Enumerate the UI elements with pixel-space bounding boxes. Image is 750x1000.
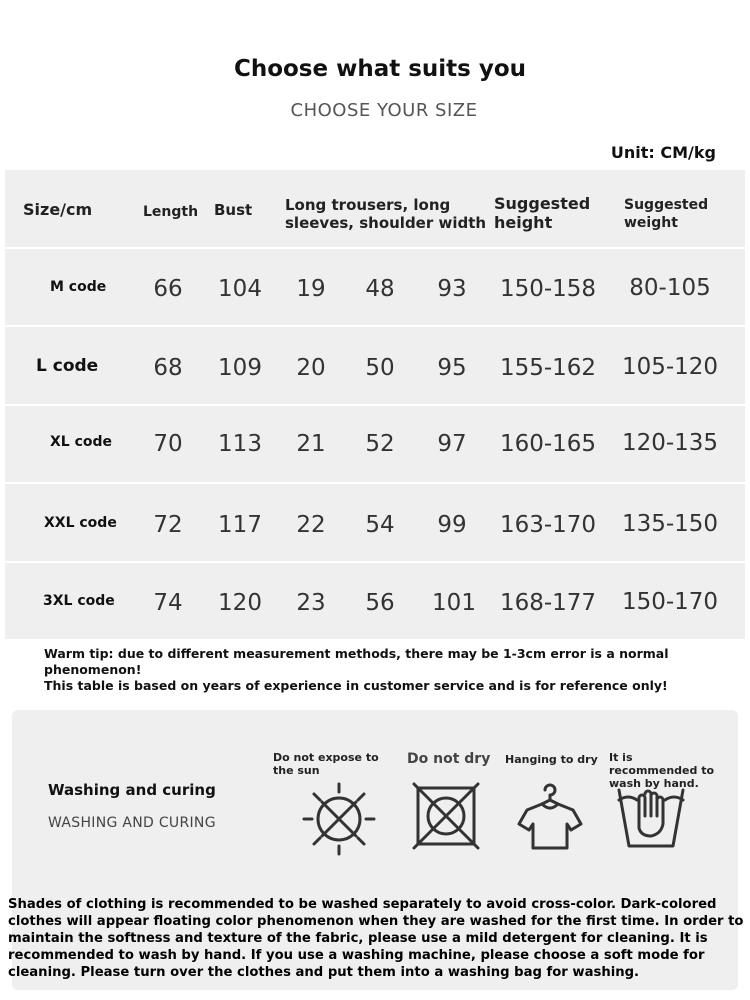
row-size-label: 3XL code bbox=[43, 593, 115, 609]
hang-dry-label: Hanging to dry bbox=[505, 753, 598, 766]
hand-wash-label: It is recommended to wash by hand. bbox=[609, 751, 715, 790]
header-bust: Bust bbox=[214, 201, 253, 219]
cell-height: 155-162 bbox=[499, 355, 597, 381]
table-row bbox=[5, 484, 745, 561]
cell-bust: 117 bbox=[218, 512, 262, 538]
hang-dry-icon bbox=[515, 780, 585, 852]
cell-bust: 104 bbox=[218, 276, 262, 302]
cell-weight: 135-150 bbox=[621, 511, 719, 537]
cell-trousers: 20 bbox=[296, 355, 326, 381]
header-long-line2: sleeves, shoulder width bbox=[285, 214, 487, 232]
cell-height: 168-177 bbox=[499, 590, 597, 616]
cell-weight: 120-135 bbox=[621, 430, 719, 456]
cell-length: 72 bbox=[153, 512, 183, 538]
cell-shoulder: 95 bbox=[437, 355, 467, 381]
header-long-line1: Long trousers, long bbox=[285, 196, 451, 214]
cell-sleeves: 52 bbox=[365, 431, 395, 457]
header-size: Size/cm bbox=[23, 200, 93, 219]
table-row bbox=[5, 563, 745, 639]
warm-tip bbox=[44, 646, 734, 694]
washing-subtitle: WASHING AND CURING bbox=[48, 815, 216, 831]
cell-sleeves: 54 bbox=[365, 512, 395, 538]
cell-shoulder: 93 bbox=[437, 276, 467, 302]
header-height-line2: height bbox=[494, 213, 553, 232]
cell-height: 163-170 bbox=[499, 512, 597, 538]
cell-sleeves: 56 bbox=[365, 590, 395, 616]
hand-wash-icon bbox=[615, 780, 687, 852]
cell-bust: 109 bbox=[218, 355, 262, 381]
cell-weight: 150-170 bbox=[621, 589, 719, 615]
no-sun-icon bbox=[300, 780, 378, 858]
header-weight-line2: weight bbox=[624, 215, 678, 231]
no-tumble-dry-icon bbox=[412, 782, 480, 850]
washing-note: Shades of clothing is recommended to be washed separately to avoid cross-color. Dark-colored clothes will appear floating color phenomenon when they are washed for the first time. In order to maintain the softness and texture of the fabric, please use a mild detergent for cleaning. It is recommended to wash by hand. If you use a washing machine, please choose a soft mode for cleaning. Please turn over the clothes and put them into a washing bag for washing. bbox=[8, 897, 744, 980]
cell-shoulder: 99 bbox=[437, 512, 467, 538]
no-sun-label: Do not expose to the sun bbox=[273, 751, 379, 777]
cell-bust: 120 bbox=[218, 590, 262, 616]
cell-length: 74 bbox=[153, 590, 183, 616]
cell-height: 150-158 bbox=[499, 276, 597, 302]
unit-label: Unit: CM/kg bbox=[610, 143, 716, 162]
no-dry-label: Do not dry bbox=[407, 751, 491, 767]
washing-title: Washing and curing bbox=[48, 781, 216, 799]
cell-weight: 80-105 bbox=[629, 275, 711, 301]
page-title: Choose what suits you bbox=[233, 56, 527, 82]
header-height-line1: Suggested bbox=[494, 194, 591, 213]
cell-length: 68 bbox=[153, 355, 183, 381]
cell-sleeves: 48 bbox=[365, 276, 395, 302]
warm-tip-line1: Warm tip: due to different measurement methods, there may be 1-3cm error is a normal phenomenon! bbox=[44, 646, 669, 677]
cell-trousers: 23 bbox=[296, 590, 326, 616]
cell-height: 160-165 bbox=[499, 431, 597, 457]
cell-trousers: 22 bbox=[296, 512, 326, 538]
warm-tip-line2: This table is based on years of experience in customer service and is for reference only! bbox=[44, 678, 668, 693]
row-size-label: M code bbox=[50, 279, 107, 295]
cell-trousers: 19 bbox=[296, 276, 326, 302]
row-size-label: XL code bbox=[50, 434, 113, 450]
cell-bust: 113 bbox=[218, 431, 262, 457]
table-row bbox=[5, 406, 745, 482]
cell-length: 70 bbox=[153, 431, 183, 457]
cell-shoulder: 97 bbox=[437, 431, 467, 457]
cell-length: 66 bbox=[153, 276, 183, 302]
table-row bbox=[5, 249, 745, 325]
page-subtitle: CHOOSE YOUR SIZE bbox=[290, 100, 478, 121]
table-row bbox=[5, 327, 745, 404]
cell-shoulder: 101 bbox=[432, 590, 476, 616]
row-size-label: XXL code bbox=[44, 515, 117, 531]
header-weight-line1: Suggested bbox=[624, 197, 709, 213]
header-length: Length bbox=[143, 204, 199, 220]
cell-trousers: 21 bbox=[296, 431, 326, 457]
table-header-row bbox=[5, 170, 745, 247]
cell-weight: 105-120 bbox=[621, 354, 719, 380]
cell-sleeves: 50 bbox=[365, 355, 395, 381]
row-size-label: L code bbox=[36, 356, 99, 376]
